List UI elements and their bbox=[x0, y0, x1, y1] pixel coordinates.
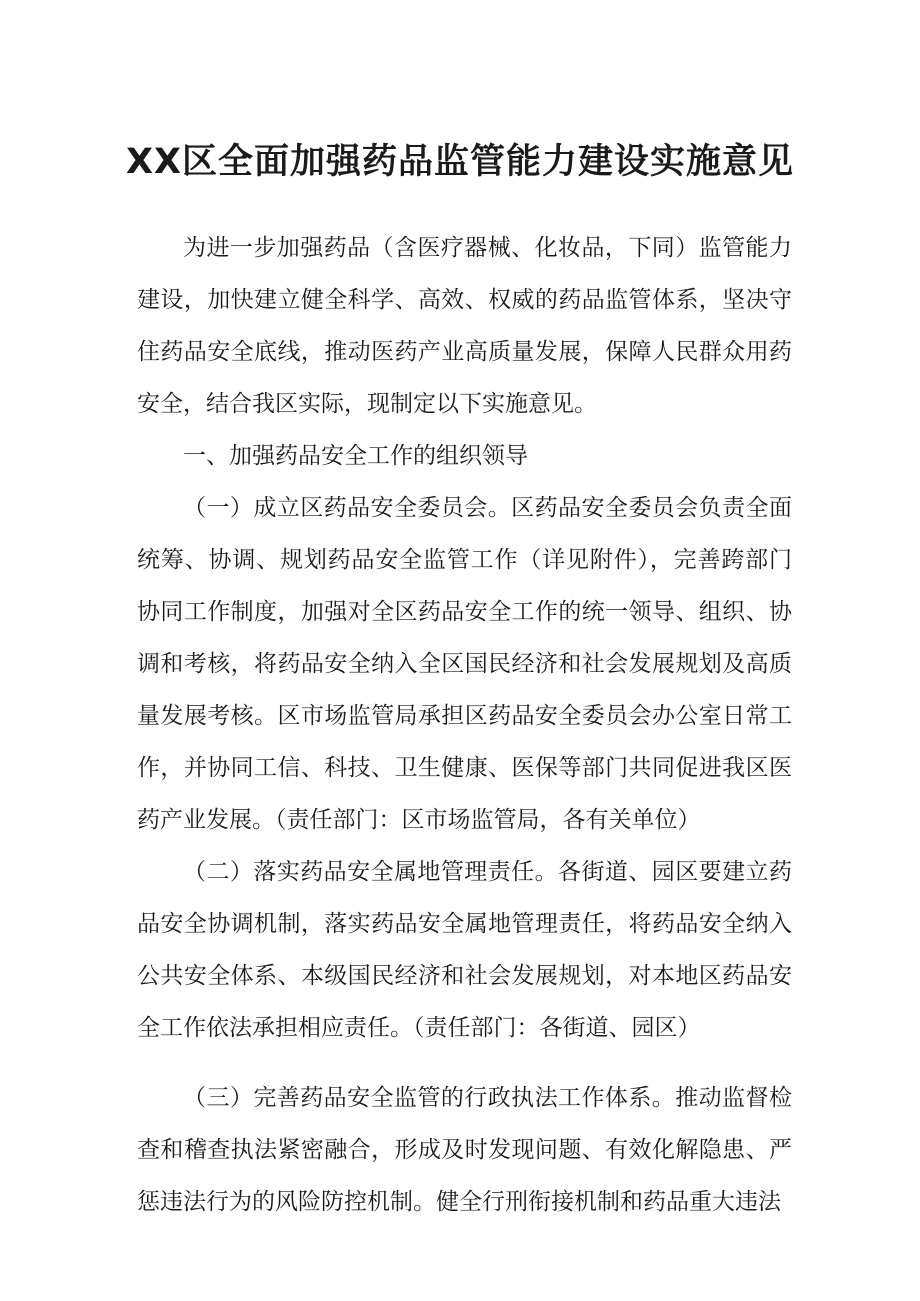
section-heading-1: 一、加强药品安全工作的组织领导 bbox=[183, 443, 528, 469]
document-body bbox=[137, 222, 792, 1228]
clause-3-paragraph: （三）完善药品安全监管的行政执法工作体系。推动监督检查和稽查执法紧密融合，形成及时发现问题、有效化解隐患、严惩违法行为的风险防控机制。健全行刑衔接机制和药品重大违法 bbox=[137, 1085, 792, 1215]
paragraph-spacer bbox=[137, 1054, 792, 1072]
clause-2-paragraph: （二）落实药品安全属地管理责任。各街道、园区要建立药品安全协调机制，落实药品安全属地管理责任，将药品安全纳入公共安全体系、本级国民经济和社会发展规划，对本地区药品安全工作依法承担相应责任。（责任部门：各街道、园区） bbox=[137, 859, 792, 1041]
intro-paragraph: 为进一步加强药品（含医疗器械、化妆品，下同）监管能力建设，加快建立健全科学、高效、权威的药品监管体系，坚决守住药品安全底线，推动医药产业高质量发展，保障人民群众用药安全，结合我区实际，现制定以下实施意见。 bbox=[137, 235, 792, 417]
clause-1-paragraph: （一）成立区药品安全委员会。区药品安全委员会负责全面统筹、协调、规划药品安全监管工作（详见附件），完善跨部门协同工作制度，加强对全区药品安全工作的统一领导、组织、协调和考核，将药品安全纳入全区国民经济和社会发展规划及高质量发展考核。区市场监管局承担区药品安全委员会办公室日常工作，并协同工信、科技、卫生健康、医保等部门共同促进我区医药产业发展。（责任部门：区市场监管局，各有关单位） bbox=[137, 495, 792, 833]
document-title: XX区全面加强药品监管能力建设实施意见 bbox=[126, 142, 794, 182]
